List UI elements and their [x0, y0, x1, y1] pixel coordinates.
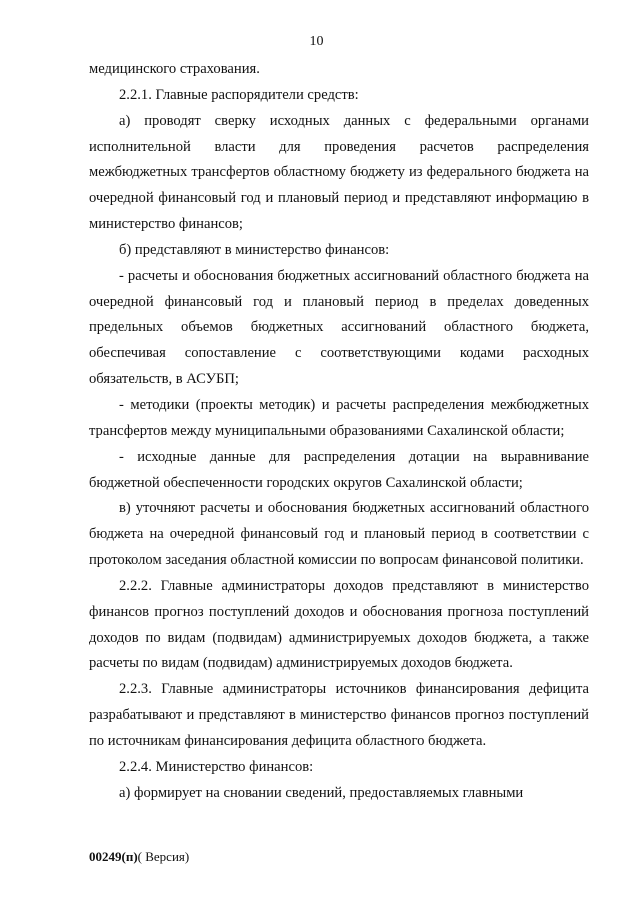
- document-code: 00249(п): [89, 849, 138, 864]
- document-body: [89, 57, 589, 806]
- document-footer: [89, 848, 189, 866]
- paragraph-continuation: медицинского страхования.: [89, 61, 260, 77]
- paragraph-item-a: а) проводят сверку исходных данных с федеральными органами исполнительной власти для проведения расчетов распределения межбюджетных трансфертов областному бюджету из федерального бюджета на очередной финансовый год и плановый период и представляют информацию в министерство финансов;: [89, 112, 589, 233]
- paragraph-2-2-3: 2.2.3. Главные администраторы источников финансирования дефицита разрабатывают и представляют в министерство финансов прогноз поступлений по источникам финансирования дефицита областного бюджета.: [89, 681, 589, 749]
- paragraph-2-2-2: 2.2.2. Главные администраторы доходов представляют в министерство финансов прогноз поступлений доходов и обоснования прогноза поступлений доходов по видам (подвидам) администрируемых доходов бюджета, а также расчеты по видам (подвидам) администрируемых доходов бюджета.: [89, 577, 589, 672]
- paragraph-item-b: б) представляют в министерство финансов:: [119, 241, 390, 258]
- paragraph-2-2-4-item-a: а) формирует на сновании сведений, предоставляемых главными: [119, 784, 524, 801]
- paragraph-2-2-1-heading: 2.2.1. Главные распорядители средств:: [119, 86, 359, 103]
- paragraph-bullet-methods: - методики (проекты методик) и расчеты распределения межбюджетных трансфертов между муниципальными образованиями Сахалинской области;: [89, 396, 589, 439]
- paragraph-item-v: в) уточняют расчеты и обоснования бюджетных ассигнований областного бюджета на очередной финансовый год и плановый период в соответствии с протоколом заседания областной комиссии по вопросам финансовой политики.: [89, 500, 589, 569]
- paragraph-bullet-source-data: - исходные данные для распределения дотации на выравнивание бюджетной обеспеченности городских округов Сахалинской области;: [89, 448, 589, 491]
- paragraph-2-2-4-heading: 2.2.4. Министерство финансов:: [119, 758, 314, 775]
- page-number: 10: [309, 34, 324, 49]
- paragraph-bullet-calculations: - расчеты и обоснования бюджетных ассигнований областного бюджета на очередной финансовый год и плановый период в пределах доведенных предельных объемов бюджетных ассигнований областного бюджета, обеспечивая сопоставление с соответствующими кодами расходных обязательств, в АСУБП;: [89, 267, 589, 388]
- document-version: ( Версия): [137, 849, 190, 864]
